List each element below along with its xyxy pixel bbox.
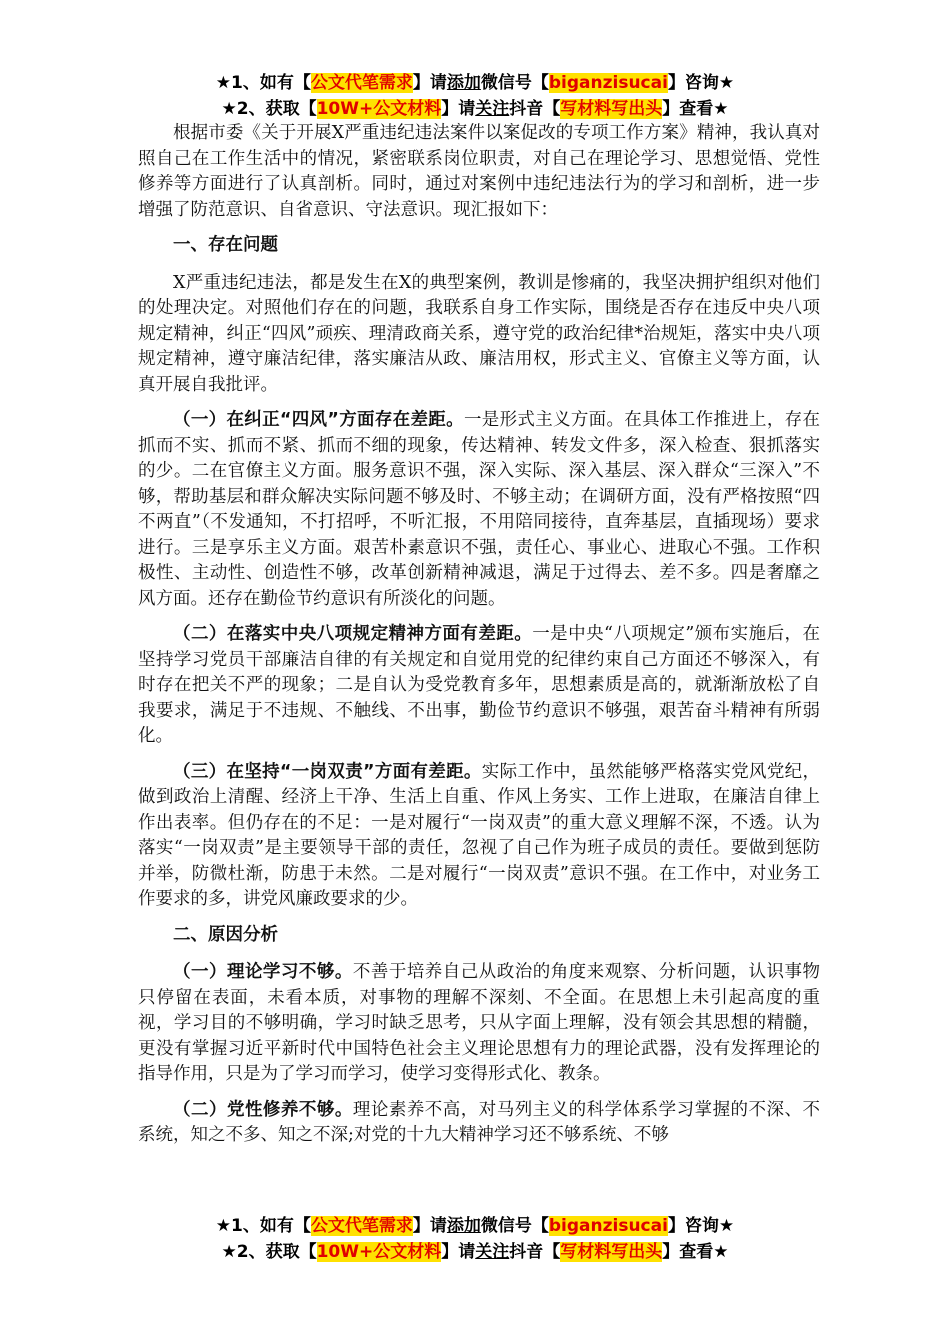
banner-bottom-line-1-underline: 添加	[446, 1216, 481, 1236]
intro-paragraph: 根据市委《关于开展Ⅹ严重违纪违法案件以案促改的专项工作方案》精神，我认真对照自己在工作生活中的情况，紧密联系岗位职责，对自己在理论学习、思想觉悟、党性修养等方面进行了认真剖析。同时，通过对案例中违纪违法行为的学习和剖析，进一步增强了防范意识、自省意识、守法意识。现汇报如下：	[138, 123, 820, 220]
paragraph-3	[138, 760, 820, 913]
banner-bottom-line-2-underline: 关注	[475, 1242, 510, 1262]
paragraph-1-lead: （一）在纠正“四风”方面存在差距。	[173, 410, 464, 430]
section-2-heading: 二、原因分析	[173, 924, 278, 945]
paragraph-5-lead: （二）党性修养不够。	[173, 1099, 353, 1120]
paragraph-2-text: 一是中央“八项规定”颁布实施后，在坚持学习党员干部廉洁自律的有关规定和自觉用党的纪律约束自己方面还不够深入，有时存在把关不严的现象；二是自认为受党教育多年，思想素质是高的，就渐渐放松了自我要求，满足于不违规、不触线、不出事，勤俭节约意识不够强，艰苦奋斗精神有所弱化。	[138, 624, 820, 746]
banner-line-2-mid: 】请	[441, 99, 476, 119]
banner-line-1-prefix: ★1、如有【	[215, 73, 311, 93]
banner-line-1-underline: 添加	[446, 73, 481, 93]
banner-line-1-mid2: 微信号【	[480, 73, 549, 93]
banner-line-2-prefix: ★2、获取【	[221, 99, 317, 119]
banner-line-1-mid: 】请	[412, 73, 447, 93]
banner-line-2-mid2: 抖音【	[509, 99, 561, 119]
promo-banner-bottom	[140, 1213, 810, 1265]
promo-banner-top	[140, 70, 810, 122]
banner-line-2-suffix: 】查看★	[662, 99, 729, 119]
paragraph-4	[138, 960, 820, 1088]
paragraph-5-text: 理论素养不高，对马列主义的科学体系学习掌握的不深、不系统，知之不多、知之不深;对党的十九大精神学习还不够系统、不够	[138, 1099, 821, 1145]
banner-line-1-suffix: 】咨询★	[667, 73, 735, 93]
banner-bottom-line-1-mid2: 微信号【	[480, 1216, 549, 1236]
section-1-intro: Ⅹ严重违纪违法，都是发生在Ⅹ的典型案例，教训是惨痛的，我坚决拥护组织对他们的处理决定。对照他们存在的问题，我联系自身工作实际，围绕是否存在违反中央八项规定精神，纠正“四风”顽疾、理清政商关系，遵守党的政治纪律*治规矩，落实中央八项规定精神，遵守廉洁纪律，落实廉洁从政、廉洁用权，形式主义、官僚主义等方面，认真开展自我批评。	[138, 272, 820, 395]
paragraph-1-text: 一是形式主义方面。在具体工作推进上，存在抓而不实、抓而不紧、抓而不细的现象，传达精神、转发文件多，深入检查、狠抓落实的少。二在官僚主义方面。服务意识不强，深入实际、深入基层、深入群众“三深入”不够，帮助基层和群众解决实际问题不够及时、不够主动；在调研方面，没有严格按照“四不两直”（不发通知，不打招呼，不听汇报，不用陪同接待，直奔基层，直插现场）要求进行。三是享乐主义方面。艰苦朴素意识不强，责任心、事业心、进取心不强。工作积极性、主动性、创造性不够，改革创新精神减退，满足于过得去、差不多。四是奢靡之风方面。还存在勤俭节约意识有所淡化的问题。	[138, 410, 820, 609]
banner-bottom-highlight-service: 公文代笔需求	[310, 1216, 413, 1236]
paragraph-5	[138, 1098, 820, 1149]
banner-bottom-highlight-douyin: 写材料写出头	[560, 1242, 663, 1262]
paragraph-2-lead: （二）在落实中央八项规定精神方面有差距。	[173, 624, 533, 644]
paragraph-3-text: 实际工作中，虽然能够严格落实党风党纪，做到政治上清醒、经济上干净、生活上自重、作风上务实、工作上进取，在廉洁自律上作出表率。但仍存在的不足：一是对履行“一岗双责”的重大意义理解不深，不透。认为落实“一岗双责”是主要领导干部的责任，忽视了自己作为班子成员的责任。要做到惩防并举，防微杜渐，防患于未然。二是对履行“一岗双责”意识不强。在工作中，对业务工作要求的多，讲党风廉政要求的少。	[138, 761, 820, 909]
paragraph-2	[138, 622, 820, 750]
banner-highlight-materials: 10W+公文材料	[316, 99, 442, 119]
banner-bottom-line-1-mid: 】请	[412, 1216, 447, 1236]
banner-bottom-line-2-prefix: ★2、获取【	[221, 1242, 317, 1262]
banner-bottom-line-2-mid: 】请	[441, 1242, 476, 1262]
banner-bottom-line-1	[140, 1213, 810, 1239]
banner-bottom-line-1-suffix: 】咨询★	[667, 1216, 735, 1236]
banner-highlight-douyin: 写材料写出头	[560, 99, 663, 119]
banner-line-2-underline: 关注	[475, 99, 510, 119]
banner-bottom-highlight-materials: 10W+公文材料	[316, 1242, 442, 1262]
paragraph-4-lead: （一）理论学习不够。	[173, 962, 353, 982]
banner-highlight-service: 公文代笔需求	[310, 73, 413, 93]
document-body	[138, 121, 820, 1159]
banner-bottom-highlight-wechat: biganzisucai	[548, 1216, 668, 1236]
paragraph-3-lead: （三）在坚持“一岗双责”方面有差距。	[173, 761, 482, 782]
banner-bottom-line-2-suffix: 】查看★	[662, 1242, 729, 1262]
banner-bottom-line-2	[140, 1239, 810, 1265]
banner-line-1	[140, 70, 810, 96]
paragraph-1	[138, 408, 820, 612]
banner-highlight-wechat: biganzisucai	[548, 73, 668, 93]
banner-bottom-line-1-prefix: ★1、如有【	[215, 1216, 311, 1236]
section-1-heading: 一、存在问题	[173, 235, 278, 255]
banner-line-2	[140, 96, 810, 122]
paragraph-4-text: 不善于培养自己从政治的角度来观察、分析问题，认识事物只停留在表面，未看本质，对事物的理解不深刻、不全面。在思想上未引起高度的重视，学习目的不够明确，学习时缺乏思考，只从字面上理解，没有领会其思想的精髓，更没有掌握习近平新时代中国特色社会主义理论思想有力的理论武器，没有发挥理论的指导作用，只是为了学习而学习，使学习变得形式化、教条。	[138, 962, 821, 1084]
banner-bottom-line-2-mid2: 抖音【	[509, 1242, 561, 1262]
